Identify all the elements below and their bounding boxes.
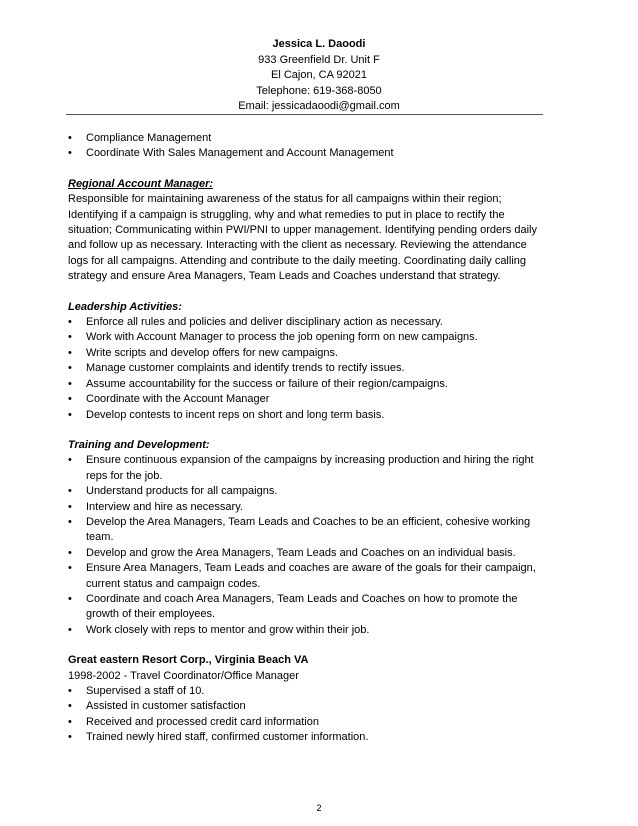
list-item: • Trained newly hired staff, confirmed customer information. — [68, 730, 544, 745]
list-item: • Compliance Management — [68, 131, 544, 146]
city-line: El Cajon, CA 92021 — [270, 69, 367, 81]
list-item: • Develop contests to incent reps on short and long term basis. — [68, 408, 544, 423]
company-name: Great eastern Resort Corp., Virginia Beach VA — [68, 654, 309, 667]
list-item: • Work closely with reps to mentor and grow within their job. — [68, 623, 544, 638]
resume-content — [68, 131, 544, 746]
list-item: • Develop and grow the Area Managers, Team Leads and Coaches on an individual basis. — [68, 546, 544, 561]
regional-title: Regional Account Manager: — [68, 177, 214, 190]
leadership-section — [68, 300, 544, 423]
contact-header — [0, 37, 638, 115]
great-eastern-section — [68, 653, 544, 745]
leadership-title: Leadership Activities: — [68, 300, 182, 313]
list-item: • Ensure Area Managers, Team Leads and coaches are aware of the goals for their campaign, current status and campaign codes. — [68, 561, 544, 592]
page-number: 2 — [316, 803, 322, 813]
list-item: • Assume accountability for the success or failure of their region/campaigns. — [68, 377, 544, 392]
header-divider — [66, 114, 543, 115]
leadership-list — [68, 315, 544, 423]
training-title: Training and Development: — [68, 438, 210, 451]
list-item: • Develop the Area Managers, Team Leads and Coaches to be an efficient, cohesive working team. — [68, 515, 544, 546]
job-role: 1998-2002 - Travel Coordinator/Office Manager — [68, 669, 299, 682]
training-list — [68, 453, 544, 638]
list-item: • Understand products for all campaigns. — [68, 484, 544, 499]
list-item: • Coordinate with the Account Manager — [68, 392, 544, 407]
list-item: • Coordinate With Sales Management and Account Management — [68, 146, 544, 161]
list-item: • Manage customer complaints and identify trends to rectify issues. — [68, 361, 544, 376]
list-item: • Work with Account Manager to process the job opening form on new campaigns. — [68, 330, 544, 345]
list-item: • Assisted in customer satisfaction — [68, 699, 544, 714]
list-item: • Write scripts and develop offers for new campaigns. — [68, 346, 544, 361]
training-section — [68, 438, 544, 638]
list-item: • Received and processed credit card information — [68, 715, 544, 730]
great-eastern-list — [68, 684, 544, 746]
email-line: Email: jessicadaoodi@gmail.com — [238, 100, 400, 112]
list-item: • Ensure continuous expansion of the campaigns by increasing production and hiring the right reps for the job. — [68, 453, 544, 484]
list-item: • Enforce all rules and policies and deliver disciplinary action as necessary. — [68, 315, 544, 330]
list-item: • Coordinate and coach Area Managers, Team Leads and Coaches on how to promote the growth of their employees. — [68, 592, 544, 623]
candidate-name: Jessica L. Daoodi — [272, 38, 366, 50]
telephone-line: Telephone: 619-368-8050 — [256, 84, 382, 97]
top-bullet-list — [68, 131, 544, 162]
address-line: 933 Greenfield Dr. Unit F — [258, 53, 380, 66]
list-item: • Interview and hire as necessary. — [68, 500, 544, 515]
regional-description: Responsible for maintaining awareness of the status for all campaigns within their region; Identifying if a campaign is struggling, why and what remedies to put in place to rectify the situation; Communicating within PWI/PNI to upper management. Identifying pending orders daily and follow up as necessary. Interacting with the client as necessary. Reviewing the attendance logs for all campaigns. Attending and contribute to the daily meeting. Coordinating daily calling strategy and ensure Area Managers, Team Leads and Coaches understand that strategy. — [68, 193, 537, 283]
list-item: • Supervised a staff of 10. — [68, 684, 544, 699]
regional-section — [68, 177, 544, 285]
